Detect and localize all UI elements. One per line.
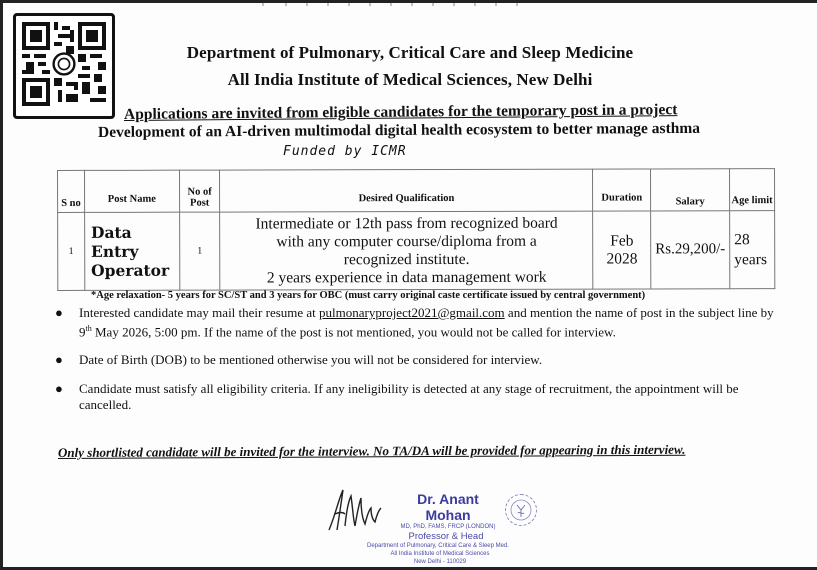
funding-note: Funded by ICMR (283, 144, 407, 159)
age-value: 28 (734, 230, 750, 248)
cell-qualification (220, 211, 593, 290)
bullet-text-part: May 2026, 5:00 pm. If the name of the post is not mentioned, you would not be called for interview. (91, 324, 616, 340)
bullet-text (79, 305, 775, 340)
aiims-emblem-icon (506, 495, 536, 525)
bullet-item-eligibility (55, 381, 775, 413)
whatsapp-qr-code-icon (22, 22, 106, 106)
bullet-icon: ● (55, 305, 63, 320)
qualification-line: Intermediate or 12th pass from recognized board (255, 214, 558, 232)
cell-age-limit (730, 211, 775, 289)
bullet-item-dob (55, 352, 775, 368)
age-unit: years (734, 250, 768, 268)
document-page (3, 3, 817, 567)
table-header-row (58, 169, 775, 213)
header-no-of-post: No of Post (179, 170, 220, 212)
cell-no-of-post: 1 (179, 212, 220, 290)
signatory-institute: All India Institute of Medical Sciences (390, 551, 490, 557)
ordinal-suffix: th (85, 324, 92, 333)
interview-notice: Only shortlisted candidate will be invited for the interview. No TA/DA will be provided for appearing in this interview. (57, 441, 686, 460)
bullet-text-part: and mention the name of post in the subject line by 9 (79, 305, 774, 340)
cell-sno: 1 (58, 212, 85, 290)
age-relaxation-note: *Age relaxation- 5 years for SC/ST and 3 years for OBC (must carry original caste certificate issued by central government) (91, 290, 646, 301)
header-salary: Salary (651, 169, 730, 211)
header-duration: Duration (593, 169, 651, 211)
signatory-city: New Delhi - 110029 (413, 559, 467, 565)
email-link[interactable]: pulmonaryproject2021@gmail.com (319, 305, 505, 320)
bullet-text: Candidate must satisfy all eligibility criteria. If any ineligibility is detected at any stage of recruitment, the appointment will be cancelled. (79, 381, 739, 412)
header-post-name: Post Name (84, 170, 179, 212)
posts-table (57, 168, 775, 291)
institute-heading: All India Institute of Medical Sciences, New Delhi (227, 70, 593, 89)
department-heading: Department of Pulmonary, Critical Care and Sleep Medicine (186, 43, 634, 62)
bullet-icon: ● (55, 381, 63, 396)
cell-duration (593, 211, 651, 289)
invitation-heading: Applications are invited from eligible candidates for the temporary post in a project (123, 101, 678, 123)
duration-year: 2028 (606, 249, 638, 268)
qualification-line: with any computer course/diploma from a (276, 232, 537, 250)
bullet-text: Date of Birth (DOB) to be mentioned otherwise you will not be considered for interview. (79, 352, 543, 367)
signatory-department: Department of Pulmonary, Critical Care & Sleep Med. (367, 543, 509, 549)
cell-post-name: Data Entry Operator (84, 212, 179, 290)
bullet-text-part: Interested candidate may mail their resume at (79, 305, 320, 320)
qualification-line: recognized institute. (343, 250, 470, 268)
cell-salary: Rs.29,200/- (651, 211, 730, 289)
qr-code[interactable] (13, 13, 115, 119)
header-qualification: Desired Qualification (220, 169, 593, 212)
duration-month: Feb (610, 231, 634, 250)
aiims-seal (505, 494, 537, 526)
signatory-degrees: MD, PhD, FAMS, FRCP (LONDON) (400, 524, 496, 530)
bullet-item-resume (55, 305, 775, 340)
signatory-name: Dr. Anant Mohan (417, 491, 479, 523)
project-title: Development of an AI-driven multimodal digital health ecosystem to better manage asthma (97, 119, 701, 141)
signatory-title: Professor & Head (408, 531, 484, 542)
bullet-icon: ● (55, 352, 63, 367)
table-row (58, 211, 775, 291)
header-sno: S no (58, 170, 85, 212)
signatory-stamp (367, 491, 509, 566)
header-age-limit: Age limit (730, 169, 775, 211)
qualification-line: 2 years experience in data management work (266, 268, 547, 286)
top-ruler-marks (3, 3, 817, 7)
